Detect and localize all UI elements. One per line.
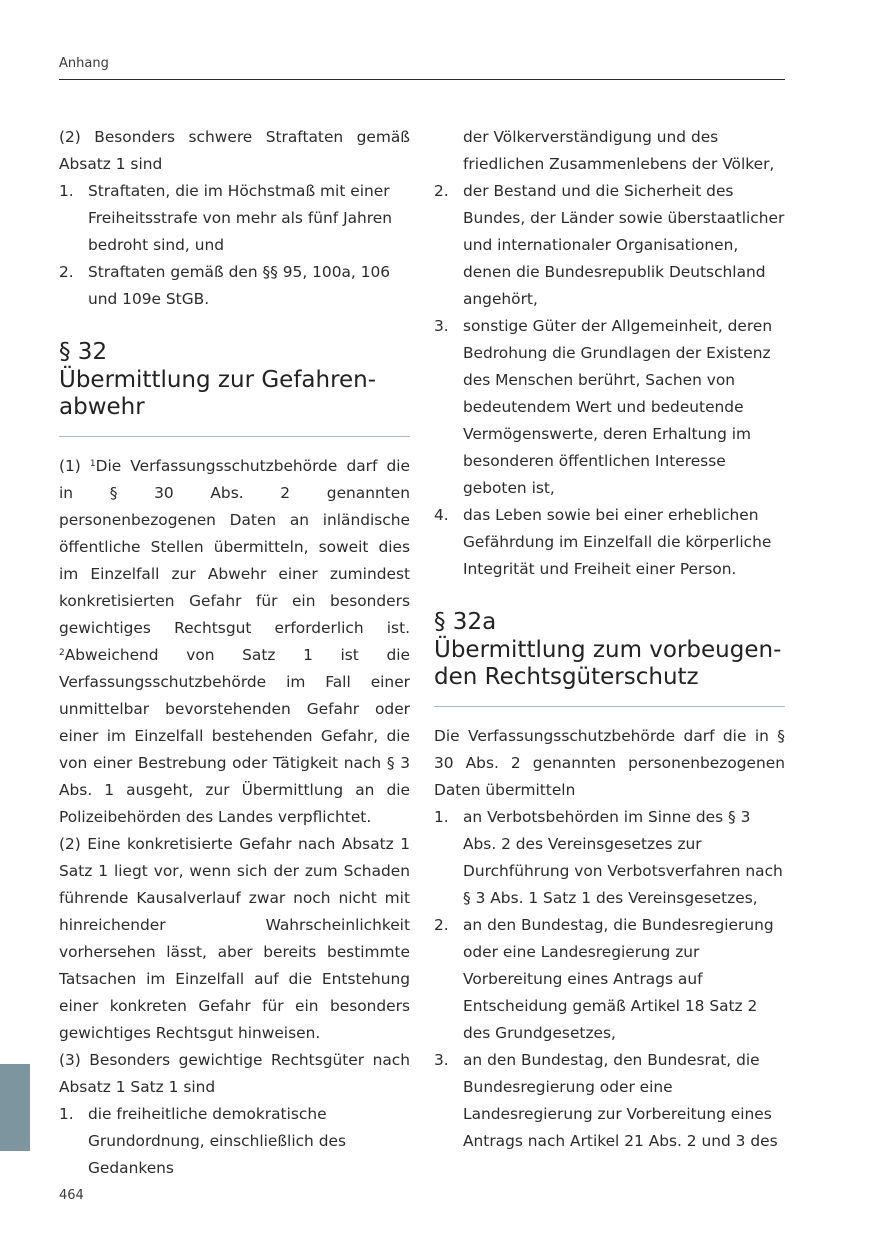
section-title-line: Übermittlung zum vorbeugen-: [434, 636, 782, 663]
section-rule: [434, 706, 785, 707]
list-number: 3.: [434, 1050, 449, 1069]
paragraph: Die Verfassungsschutzbehörde darf die in § 30 Abs. 2 genannten personenbezogenen Daten übermitteln: [434, 726, 785, 799]
list-number: 2.: [59, 263, 74, 281]
list-text: an Verbotsbehörden im Sinne des § 3 Abs. 2 des Vereinsgesetzes zur Durchführung von Verbotsverfahren nach § 3 Abs. 1 Satz 1 des Vereinsgesetzes,: [463, 807, 783, 907]
list-number: 1.: [59, 1104, 74, 1123]
section-title-line: abwehr: [59, 394, 145, 420]
section-heading: [59, 339, 410, 422]
paragraph-text: Die Verfassungsschutzbehörde darf die in § 30 Abs. 2 genannten personenbezogenen Daten an inländische öffentliche Stellen übermitteln, soweit dies im Einzelfall zur Abwehr einer zumindest konkretisierten Gefahr für ein besonders gewichtiges Rechtsgut erforderlich ist.: [59, 456, 410, 637]
running-header: Anhang: [59, 56, 109, 71]
list-number: 4.: [434, 506, 449, 524]
paragraph: (3) Besonders gewichtige Rechtsgüter nach Absatz 1 Satz 1 sind: [59, 1050, 410, 1096]
list-item: [434, 912, 785, 1047]
list-item: [434, 1047, 785, 1155]
sentence-number: 1: [89, 458, 96, 469]
paragraph: [59, 453, 410, 831]
paragraph-number: (1): [59, 456, 90, 475]
list-item: [59, 178, 410, 259]
list-text: Straftaten, die im Höchstmaß mit einer Freiheitsstrafe von mehr als fünf Jahren bedroht sind, und: [88, 182, 393, 254]
list-item: [434, 178, 785, 313]
paragraph: (2) Eine konkretisierte Gefahr nach Absatz 1 Satz 1 liegt vor, wenn sich der zum Schaden führende Kausalverlauf zwar noch nicht mit hinreichender Wahrscheinlichkeit vorhersehen lässt, aber bereits bestimmte Tatsachen im Einzelfall auf die Entstehung einer konkreten Gefahr für ein besonders gewichtiges Rechtsgut hinweisen.: [59, 834, 410, 1042]
list-number: 1.: [434, 807, 449, 826]
list-item: [434, 804, 785, 912]
header-rule: [59, 79, 785, 80]
list-item: [434, 313, 785, 502]
sentence-number: 2: [59, 647, 65, 658]
list-number: 3.: [434, 317, 449, 335]
list-number: 1.: [59, 182, 74, 200]
section-number: § 32: [59, 339, 108, 365]
section-rule: [59, 436, 410, 437]
list-number: 2.: [434, 915, 449, 934]
list-item: [59, 259, 410, 313]
right-column: [434, 124, 785, 1155]
list-text: an den Bundestag, die Bundesregierung oder eine Landesregierung zur Vorbereitung eines Antrags auf Entscheidung gemäß Artikel 18 Satz 2 des Grundgesetzes,: [463, 915, 774, 1042]
chapter-side-tab: [0, 1064, 30, 1151]
paragraph: (2) Besonders schwere Straftaten gemäß Absatz 1 sind: [59, 128, 410, 173]
list-text: an den Bundestag, den Bundesrat, die Bundesregierung oder eine Landesregierung zur Vorbereitung eines Antrags nach Artikel 21 Abs. 2 und 3 des: [463, 1050, 778, 1150]
left-column: [59, 124, 410, 1182]
list-item-continuation: der Völkerverständigung und des friedlichen Zusammenlebens der Völker,: [463, 128, 775, 173]
list-text: das Leben sowie bei einer erheblichen Gefährdung im Einzelfall die körperliche Integrität und Freiheit einer Person.: [463, 506, 772, 578]
list-text: die freiheitliche demokratische Grundordnung, einschließlich des Gedankens: [88, 1104, 346, 1177]
page-number: 464: [59, 1188, 84, 1203]
list-text: sonstige Güter der Allgemeinheit, deren Bedrohung die Grundlagen der Existenz des Menschen berührt, Sachen von bedeutendem Wert und bedeutende Vermögenswerte, deren Erhaltung im besonderen öffentlichen Interesse geboten ist,: [463, 317, 773, 497]
section-heading: [434, 609, 785, 692]
section-title-line: Übermittlung zur Gefahren-: [59, 366, 377, 393]
list-number: 2.: [434, 182, 449, 200]
list-text: Straftaten gemäß den §§ 95, 100a, 106 und 109e StGB.: [88, 263, 391, 308]
list-item: [59, 1101, 410, 1182]
list-text: der Bestand und die Sicherheit des Bundes, der Länder sowie überstaatlicher und internationaler Organisationen, denen die Bundesrepublik Deutschland angehört,: [463, 182, 785, 308]
section-number: § 32a: [434, 609, 497, 635]
list-item: [434, 502, 785, 583]
section-title-line: den Rechtsgüterschutz: [434, 664, 699, 690]
paragraph-text: Abweichend von Satz 1 ist die Verfassungsschutzbehörde im Fall einer unmittelbar bevorstehenden Gefahr oder einer im Einzelfall bestehenden Gefahr, die von einer Bestrebung oder Tätigkeit nach § 3 Abs. 1 ausgeht, zur Übermittlung an die Polizeibehörden des Landes verpflichtet.: [59, 645, 410, 826]
